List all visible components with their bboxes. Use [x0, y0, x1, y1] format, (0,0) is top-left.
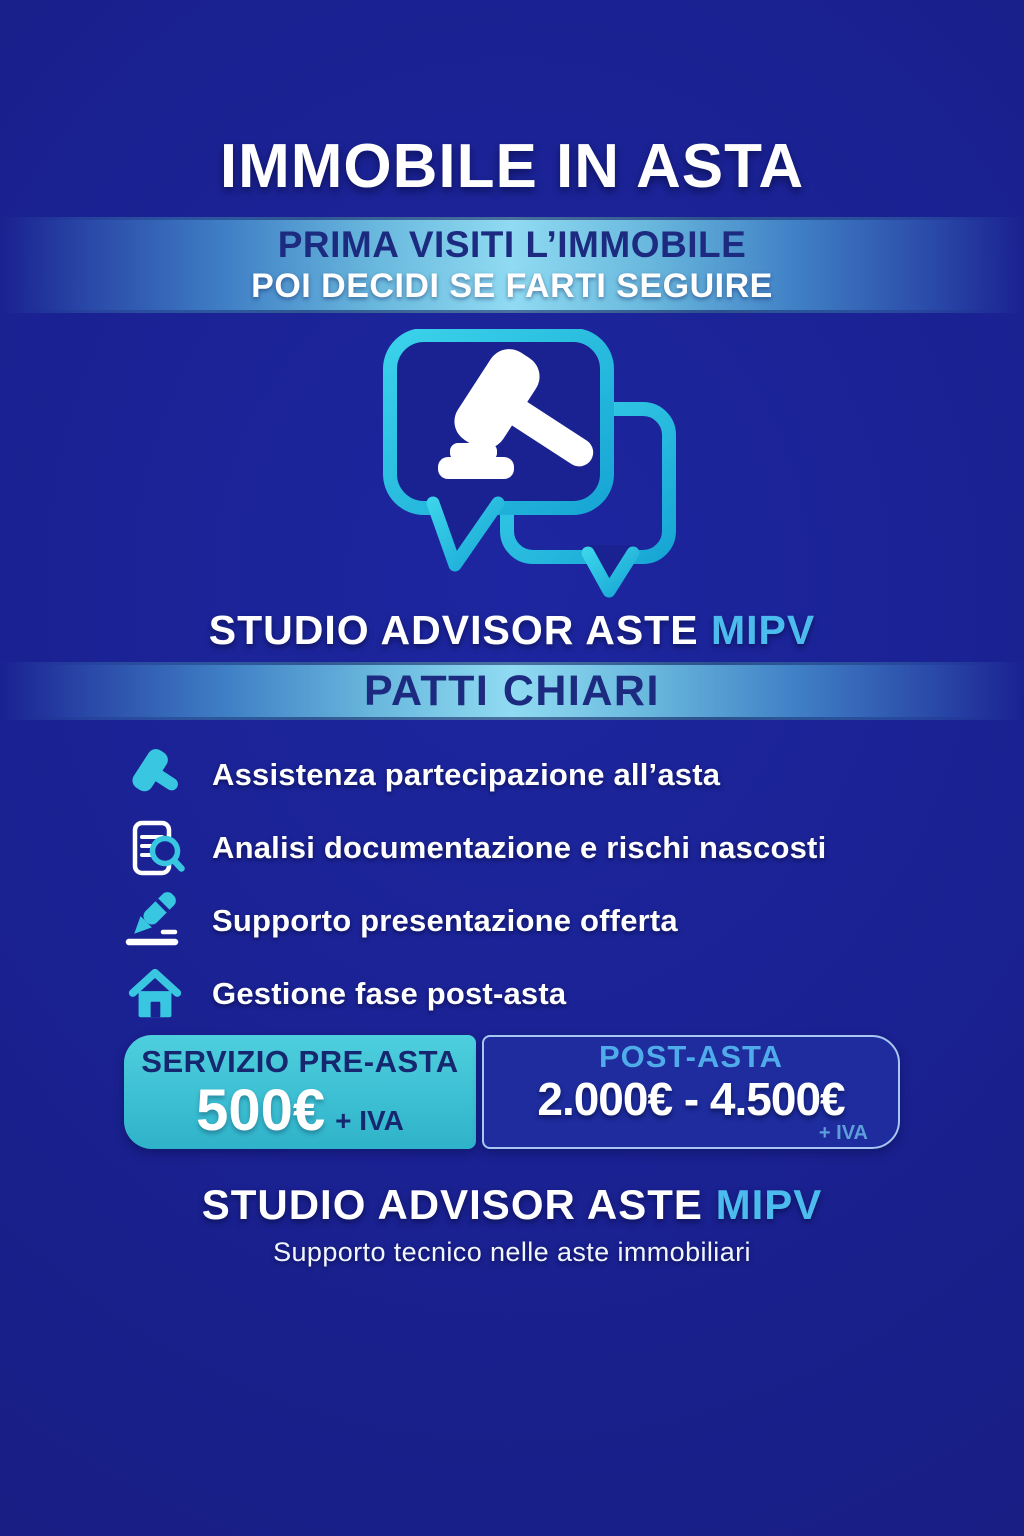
pricing-section: [124, 1035, 900, 1149]
footer-tagline: Supporto tecnico nelle aste immobiliari: [273, 1237, 751, 1268]
document-search-icon: [122, 818, 188, 878]
pre-asta-vat: + IVA: [335, 1105, 404, 1137]
intro-band: [0, 217, 1024, 313]
post-asta-card: [482, 1035, 900, 1149]
footer-brand-prefix: STUDIO ADVISOR ASTE: [201, 1181, 703, 1229]
patti-chiari-band: [0, 662, 1024, 720]
footer-brand-accent: MIPV: [715, 1181, 823, 1229]
post-asta-label: POST-ASTA: [598, 1039, 784, 1075]
patti-chiari-label: PATTI CHIARI: [364, 666, 660, 715]
pre-asta-label: SERVIZIO PRE-ASTA: [141, 1044, 459, 1080]
pre-asta-card: [124, 1035, 476, 1149]
service-item: [122, 746, 902, 804]
chat-gavel-icon: [347, 329, 677, 599]
brand-title-prefix: STUDIO ADVISOR ASTE: [208, 607, 699, 654]
service-label: Assistenza partecipazione all’asta: [212, 757, 721, 793]
brand-title-accent: MIPV: [710, 607, 816, 654]
service-label: Gestione fase post-asta: [212, 976, 567, 1012]
gavel-icon: [122, 746, 188, 804]
house-icon: [122, 965, 188, 1023]
pre-asta-price-row: [196, 1078, 404, 1144]
service-list: [122, 746, 902, 1023]
service-item: [122, 965, 902, 1023]
service-item: [122, 819, 902, 877]
post-asta-price: 2.000€ - 4.500€: [537, 1073, 845, 1126]
post-asta-vat: + IVA: [818, 1121, 868, 1144]
intro-line-1: PRIMA VISITI L’IMMOBILE: [277, 224, 747, 266]
service-label: Analisi documentazione e rischi nascosti: [212, 830, 827, 866]
footer-brand: [202, 1181, 823, 1229]
pre-asta-price: 500€: [196, 1078, 326, 1144]
page-title: IMMOBILE IN ASTA: [219, 132, 805, 201]
service-item: [122, 892, 902, 950]
pen-icon: [122, 892, 188, 950]
brand-title: [209, 607, 815, 654]
service-label: Supporto presentazione offerta: [212, 903, 678, 939]
intro-line-2: POI DECIDI SE FARTI SEGUIRE: [251, 266, 773, 305]
